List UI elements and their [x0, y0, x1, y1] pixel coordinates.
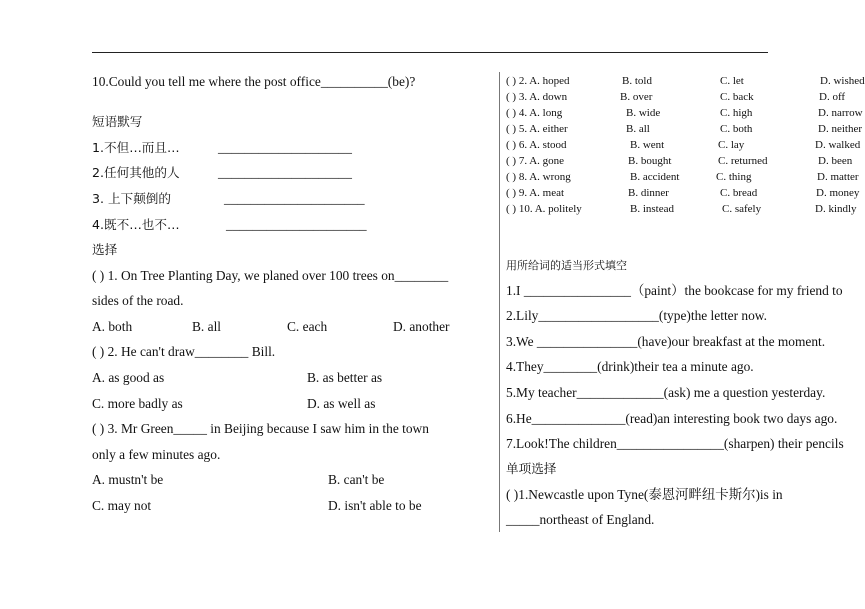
cloze-row-3-b: B. over — [620, 91, 653, 103]
phrase-item-2: 2.任何其他的人 — [92, 165, 180, 180]
cloze-row-5-d: D. neither — [818, 123, 862, 135]
q1-option-b: B. all — [192, 319, 222, 334]
q2-option-d: D. as well as — [307, 396, 376, 411]
phrase-blank-2[interactable]: ____________________ — [218, 165, 352, 180]
cloze-row-6-d: D. walked — [815, 139, 861, 151]
fill-heading: 用所给词的适当形式填空 — [506, 259, 627, 272]
cloze-row-6: ( ) 6. A. stood — [506, 139, 567, 151]
q1-option-d: D. another — [393, 319, 450, 334]
cloze-row-7: ( ) 7. A. gone — [506, 155, 565, 167]
fill-item-2: 2.Lily__________________(type)the letter now. — [506, 308, 767, 323]
cloze-row-8-c: C. thing — [716, 171, 752, 183]
cloze-row-7-b: B. bought — [628, 155, 672, 167]
cloze-row-4: ( ) 4. A. long — [506, 107, 563, 119]
fill-item-4: 4.They________(drink)their tea a minute ago. — [506, 359, 754, 374]
q1-stem: ( ) 1. On Tree Planting Day, we planed over 100 trees on________ — [92, 268, 449, 283]
choice-heading: 选择 — [92, 242, 118, 257]
q3-option-a: A. mustn't be — [92, 472, 164, 487]
cloze-row-7-c: C. returned — [718, 155, 768, 167]
phrase-item-3: 3. 上下颠倒的 — [92, 191, 171, 206]
question-10: 10.Could you tell me where the post office__________(be)? — [92, 74, 416, 89]
q1-option-c: C. each — [287, 319, 328, 334]
phrase-item-4: 4.既不…也不… — [92, 217, 180, 232]
cloze-row-2-c: C. let — [720, 75, 744, 87]
cloze-row-5: ( ) 5. A. either — [506, 123, 568, 135]
cloze-row-4-d: D. narrow — [818, 107, 863, 119]
column-divider — [499, 72, 500, 532]
single-q1-stem: ( )1.Newcastle upon Tyne(泰恩河畔纽卡斯尔)is in — [506, 487, 783, 502]
cloze-row-2: ( ) 2. A. hoped — [506, 75, 570, 87]
cloze-row-5-b: B. all — [626, 123, 650, 135]
phrase-item-1: 1.不但…而且… — [92, 140, 180, 155]
cloze-row-3-d: D. off — [819, 91, 846, 103]
cloze-row-9-d: D. money — [816, 187, 860, 199]
cloze-row-10: ( ) 10. A. politely — [506, 203, 582, 215]
single-choice-heading: 单项选择 — [506, 461, 557, 476]
cloze-row-9-c: C. bread — [720, 187, 758, 199]
q3-option-c: C. may not — [92, 498, 152, 513]
cloze-row-8: ( ) 8. A. wrong — [506, 171, 571, 183]
cloze-row-10-c: C. safely — [722, 203, 762, 215]
fill-item-5: 5.My teacher_____________(ask) me a question yesterday. — [506, 385, 826, 400]
cloze-row-6-c: C. lay — [718, 139, 745, 151]
q3-option-d: D. isn't able to be — [328, 498, 422, 513]
phrase-heading: 短语默写 — [92, 114, 143, 129]
cloze-row-4-b: B. wide — [626, 107, 661, 119]
cloze-row-6-b: B. went — [630, 139, 665, 151]
q1-stem-cont: sides of the road. — [92, 293, 184, 308]
cloze-row-4-c: C. high — [720, 107, 753, 119]
q2-option-b: B. as better as — [307, 370, 383, 385]
cloze-row-2-d: D. wished — [820, 75, 865, 87]
cloze-row-9-b: B. dinner — [628, 187, 669, 199]
cloze-row-10-b: B. instead — [630, 203, 674, 215]
cloze-row-9: ( ) 9. A. meat — [506, 187, 565, 199]
single-q1-stem-cont: _____northeast of England. — [506, 512, 655, 527]
cloze-row-2-b: B. told — [622, 75, 652, 87]
q3-stem-cont: only a few minutes ago. — [92, 447, 221, 462]
cloze-row-8-d: D. matter — [817, 171, 859, 183]
fill-item-3: 3.We _______________(have)our breakfast at the moment. — [506, 334, 826, 349]
q2-option-c: C. more badly as — [92, 396, 183, 411]
fill-item-1: 1.I ________________（paint）the bookcase for my friend to — [506, 283, 843, 298]
q2-option-a: A. as good as — [92, 370, 165, 385]
cloze-row-5-c: C. both — [720, 123, 753, 135]
header-rule — [92, 52, 768, 53]
phrase-blank-4[interactable]: _____________________ — [226, 217, 367, 232]
cloze-row-7-d: D. been — [818, 155, 853, 167]
q2-stem: ( ) 2. He can't draw________ Bill. — [92, 344, 276, 359]
cloze-row-3: ( ) 3. A. down — [506, 91, 568, 103]
fill-item-7: 7.Look!The children________________(sharpen) their pencils — [506, 436, 844, 451]
fill-item-6: 6.He______________(read)an interesting book two days ago. — [506, 411, 838, 426]
q3-stem: ( ) 3. Mr Green_____ in Beijing because I saw him in the town — [92, 421, 429, 436]
phrase-blank-1[interactable]: ____________________ — [218, 140, 352, 155]
q3-option-b: B. can't be — [328, 472, 385, 487]
phrase-blank-3[interactable]: _____________________ — [224, 191, 365, 206]
cloze-row-3-c: C. back — [720, 91, 754, 103]
q1-option-a: A. both — [92, 319, 133, 334]
cloze-row-8-b: B. accident — [630, 171, 680, 183]
cloze-row-10-d: D. kindly — [815, 203, 857, 215]
